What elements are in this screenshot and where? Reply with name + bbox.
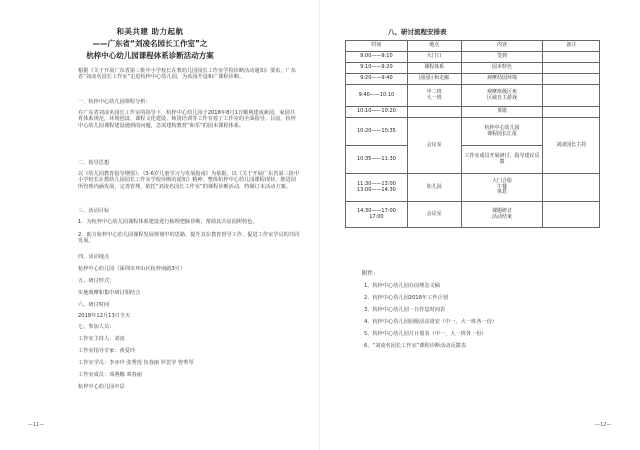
row-place: 大门口 xyxy=(407,52,461,63)
row-place: 园园区和走廊 xyxy=(407,74,461,85)
table-row xyxy=(346,52,600,63)
goal-1: 1．为杭梓中心幼儿园课程体系建设进行梳理把脉诊断，帮助其凸显园所特色。 xyxy=(78,219,258,225)
row-place: 课程体系 xyxy=(407,63,461,74)
activity-place: 杭梓中心幼儿园（深圳市坪山区杭梓南路3号） xyxy=(78,266,186,272)
attachment-item: 6、“刘凌名园长工作室”课程诊断活动反馈表 xyxy=(364,343,467,349)
row-place: 幼儿园 xyxy=(407,174,461,202)
row-time: 9:20——9:40 xyxy=(346,74,408,85)
attachments-title: 附件： xyxy=(362,271,379,277)
row-time: 10:20——10:35 xyxy=(346,118,408,146)
row-place: 会议室 xyxy=(407,202,461,228)
attachment-item: 2、杭梓中心幼儿园2018年工作计划 xyxy=(364,295,448,301)
doc-title-line2: ——广东省“刘凌名园长工作室”之 xyxy=(92,39,208,48)
header-content: 内容 xyxy=(461,41,543,52)
doc-title-line3: 杭梓中心幼儿园课程体系诊断活动方案 xyxy=(86,51,214,60)
activity-format: 实地观摩和集中研讨相结合 xyxy=(78,290,141,296)
schedule-table xyxy=(345,40,600,228)
row-place: 中二班 大一班 xyxy=(407,85,461,107)
row-note xyxy=(543,52,600,63)
attachment-item: 5、杭梓中心幼儿园月计划表（中一、大一班各一份） xyxy=(364,331,487,337)
section3-heading: 三、活动目标 xyxy=(78,208,110,214)
row-time: 10:10——10:20 xyxy=(346,107,408,118)
row-content: 观摩幼园环境 xyxy=(461,74,543,85)
section6-heading: 六、研讨时间 xyxy=(78,302,110,308)
row-note xyxy=(543,174,600,202)
section1-heading: 一、杭梓中心幼儿园课程分析： xyxy=(78,99,151,105)
row-place xyxy=(407,107,461,118)
row-content: 大门合影 午餐 休息 xyxy=(461,174,543,202)
section1-body: 在广东省刘凌名园长工作室的指导下，杭梓中心幼儿园于2018年8月1日顺利建成新园，家园共育体系规范，环境创设、课程文化建设、师资培训等工作有着了工作室的全面指导。目前，杭梓中心幼儿园课程建设遇到的问题，急需建构教育“和乐”的园本课程体系。 xyxy=(78,110,296,129)
row-time: 11:30——13:00 13:00——14:30 xyxy=(346,174,408,202)
table-row xyxy=(346,118,600,146)
row-time: 10:35——11:30 xyxy=(346,146,408,174)
table-header-row xyxy=(346,41,600,52)
row-content: 观摩班级区角 区域自主游戏 xyxy=(461,85,543,107)
row-note xyxy=(543,107,600,118)
participant-members: 工作室成员：邓燕娜 邓春丽 xyxy=(78,372,142,378)
page-number-left: —11— xyxy=(28,422,45,428)
row-place: 会议室 xyxy=(407,118,461,174)
row-time: 9:00——9:10 xyxy=(346,52,408,63)
section7-heading: 七、参加人员： xyxy=(78,324,115,330)
row-content: 杭梓中心幼儿园 课程园长汇报 xyxy=(461,118,543,146)
table-row xyxy=(346,202,600,228)
participant-kindergarten: 杭梓中心幼儿园中层 xyxy=(78,384,125,390)
doc-title-line1: 和美共建 助力起航 xyxy=(116,27,184,36)
attachment-item: 1、杭梓中心幼儿园办园理念文稿 xyxy=(364,283,440,289)
attachment-item: 3、杭梓中心幼儿园一日作息时间表 xyxy=(364,307,446,313)
participant-expert: 工作室指导专家：黄爱玲 xyxy=(78,348,136,354)
table-row xyxy=(346,74,600,85)
section4-heading: 四、活动地点 xyxy=(78,254,110,260)
page-number-right: —12— xyxy=(595,422,612,428)
row-note xyxy=(543,202,600,228)
section2-heading: 二、指导思想 xyxy=(78,160,110,166)
goal-2: 2．助力杭梓中心幼儿园课程发展规划中的思路，提升其在教育督导工作、促进工作室学员的共同发展。 xyxy=(78,232,300,245)
intro-paragraph: 根据《关于开展广东省第三批中小学校长在教幼儿园园长工作室学校诊断活动通知》要求，广东省“刘凌名园长工作室”走进杭梓中心幼儿园，为该园开设和广课程诊断。 xyxy=(78,68,296,81)
row-content: 签到 xyxy=(461,52,543,63)
row-content: 工作室成员开展研讨，指导建议反馈 xyxy=(461,146,543,174)
header-time: 时间 xyxy=(346,41,408,52)
table-row xyxy=(346,107,600,118)
header-note: 备注 xyxy=(543,41,600,52)
schedule-section-title: 八、研讨流程安排表 xyxy=(388,28,447,36)
row-note xyxy=(543,63,600,74)
attachment-item: 4、杭梓中心幼儿园园级活动周安（中一、大一班各一份） xyxy=(364,319,497,325)
table-row xyxy=(346,63,600,74)
table-row xyxy=(346,174,600,202)
row-time: 14:30——17:00 17:00 xyxy=(346,202,408,228)
row-note xyxy=(543,74,600,85)
section2-body: 以《幼儿园教育指导纲要》、《3-6岁儿童学习与发展指南》为依据，以《关于开展广东省第三批中小学校长在教幼儿园园长工作室学校诊断的通知》精神，整体杭梓中心幼儿园课程现状，推进园所管理内涵发展，完善管理，依托“刘凌名园长工作室”的课程诊断活动，特制订本活动方案。 xyxy=(78,171,300,190)
header-place: 地点 xyxy=(407,41,461,52)
row-note xyxy=(543,85,600,107)
row-content: 课题研讨 活动结束 xyxy=(461,202,543,228)
row-time: 9:10——9:20 xyxy=(346,63,408,74)
row-content: 园本特色 xyxy=(461,63,543,74)
activity-time: 2018年12月13日全天 xyxy=(78,313,131,319)
table-row xyxy=(346,85,600,107)
row-content: 茶歇 xyxy=(461,107,543,118)
section5-heading: 五、研讨形式： xyxy=(78,278,115,284)
row-note: 刘凌园长主持 xyxy=(543,118,600,174)
row-time: 9:40——10:10 xyxy=(346,85,408,107)
participant-host: 工作室主持人：刘凌 xyxy=(78,336,125,342)
participant-students: 工作室学员：李亦玲 张秀莲 伍春丽 罗思莹 曾秀琴 xyxy=(78,360,194,366)
